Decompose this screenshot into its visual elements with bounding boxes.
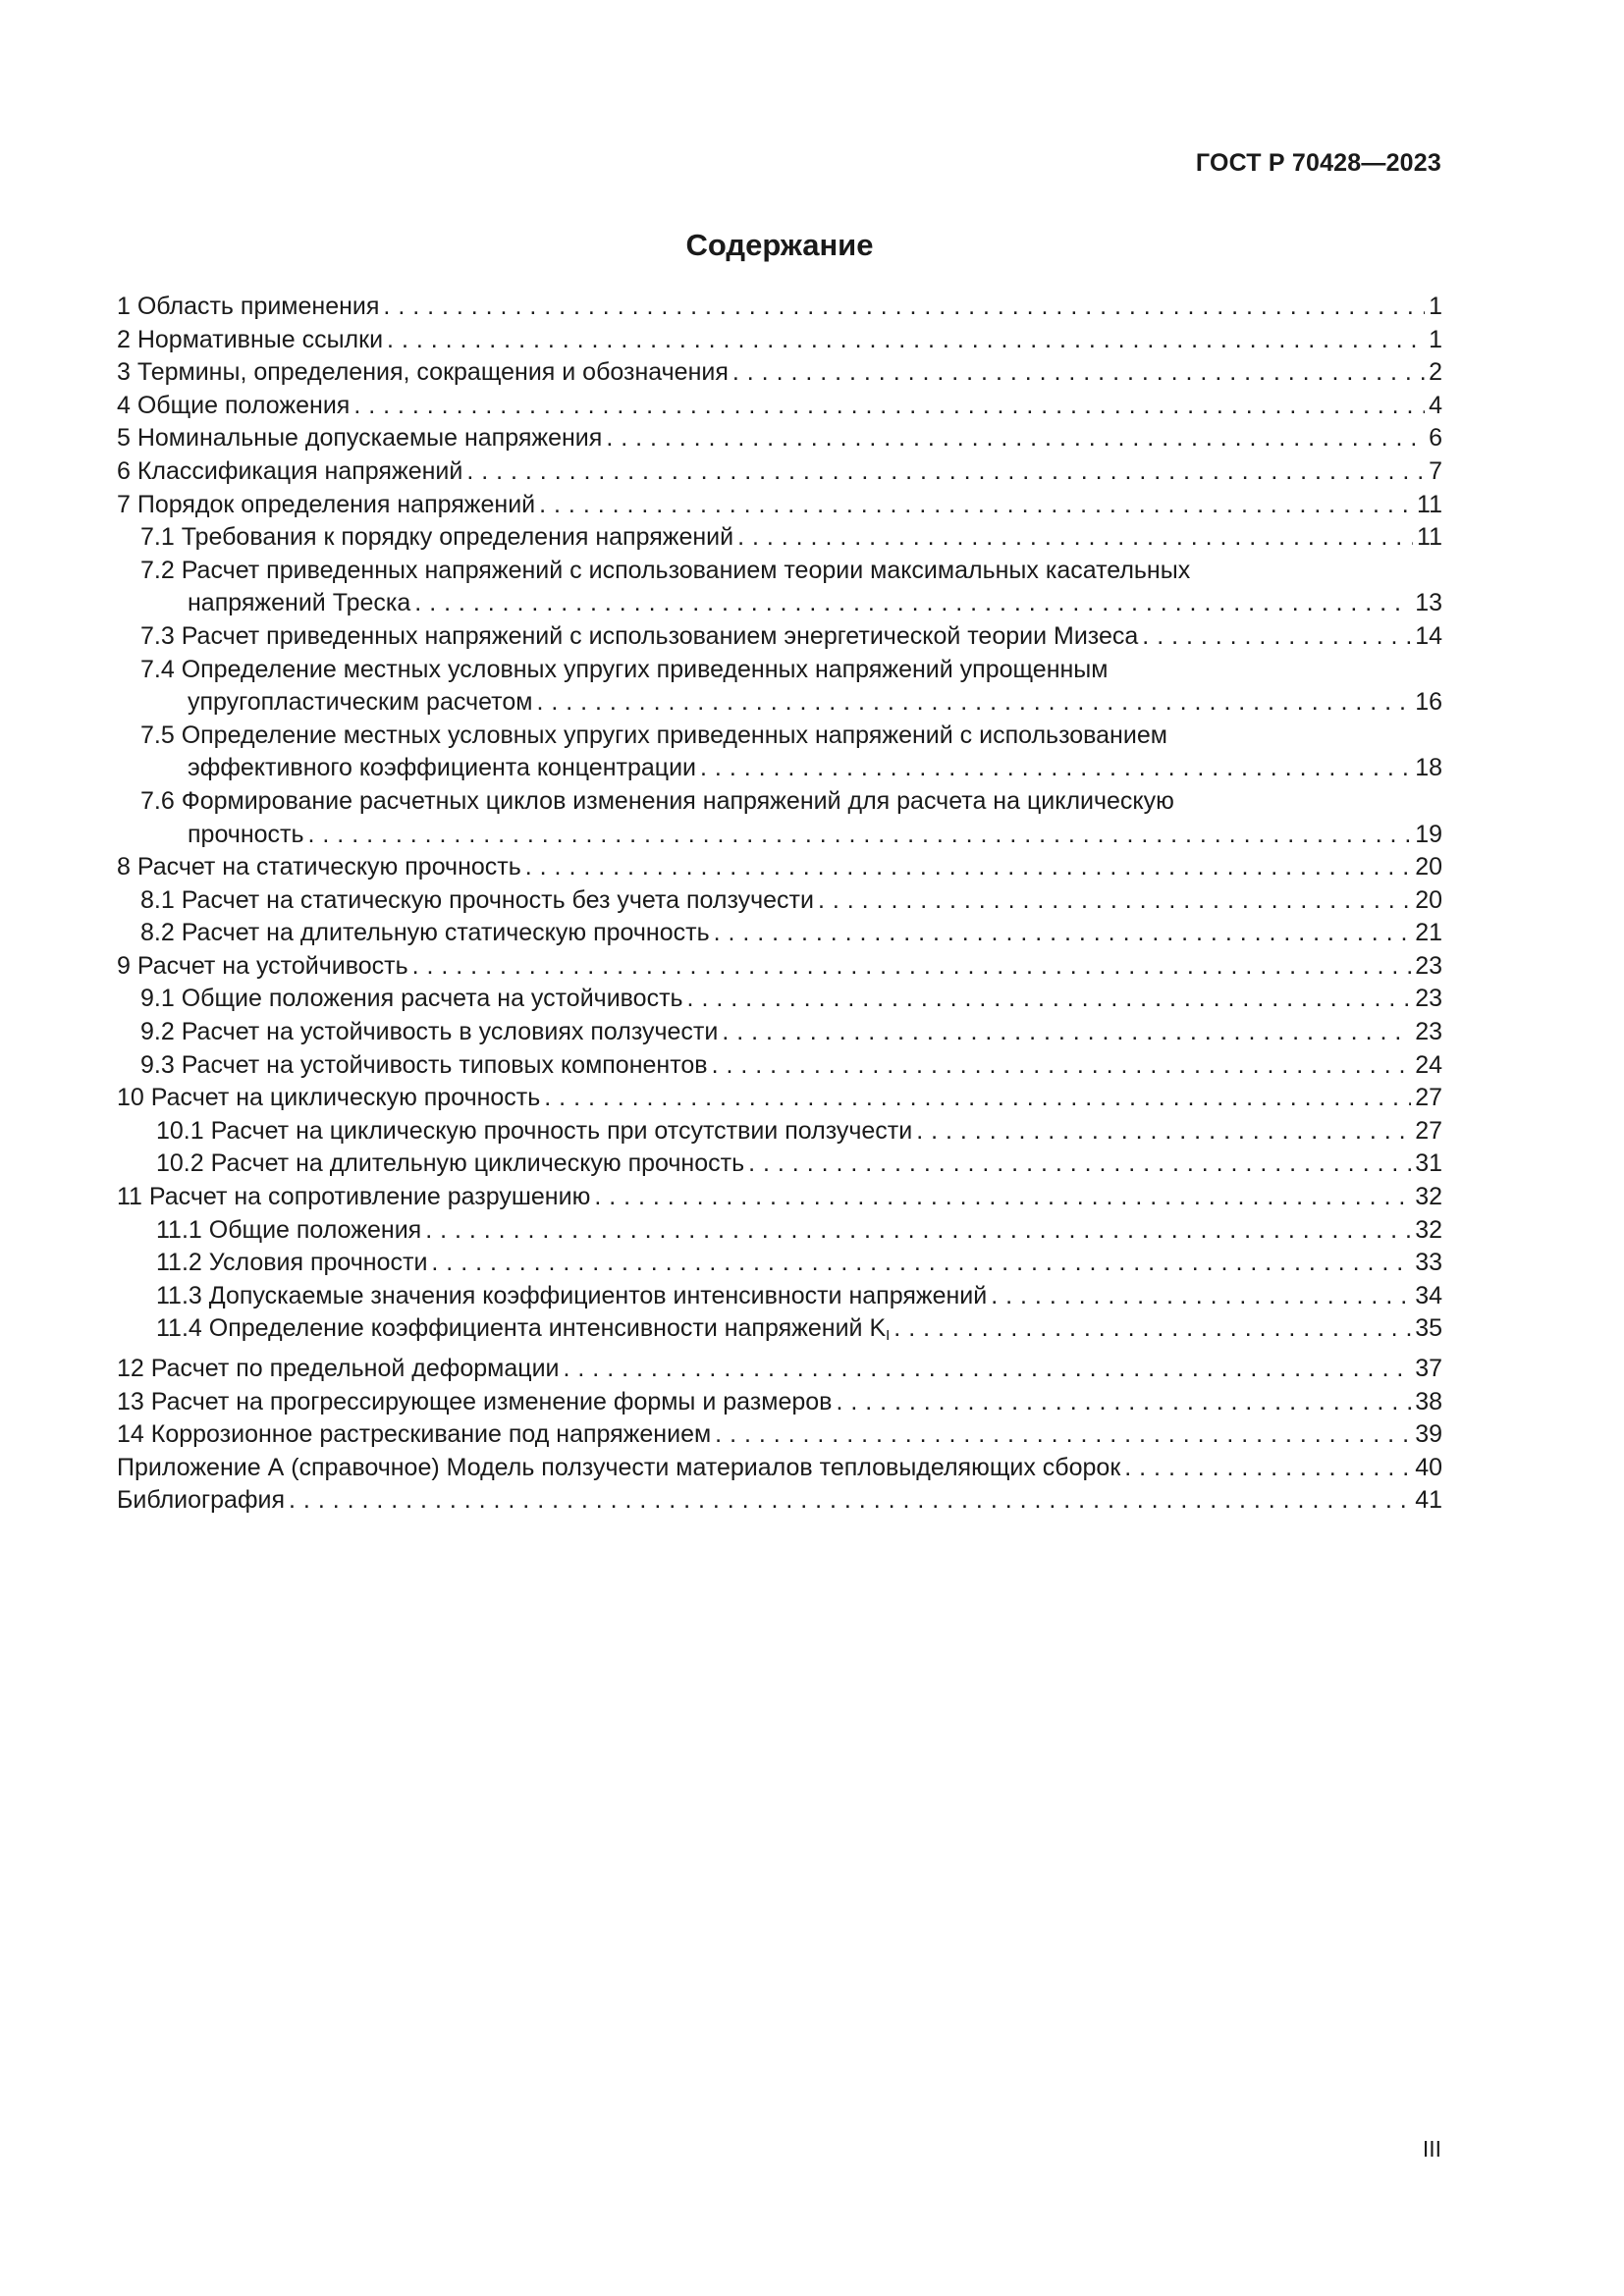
toc-entry-page: 32 (1415, 1183, 1442, 1211)
toc-entry-title: 10 Расчет на циклическую прочность (117, 1084, 541, 1112)
toc-entry-page: 27 (1415, 1116, 1442, 1145)
toc-entry[interactable] (117, 1115, 1442, 1148)
dot-leader (712, 1049, 1412, 1083)
dot-leader (1142, 620, 1411, 654)
toc-entry[interactable] (117, 884, 1442, 918)
toc-entry[interactable] (117, 390, 1442, 423)
toc-entry-title: упругопластическим расчетом (188, 688, 533, 717)
toc-entry-page: 21 (1415, 919, 1442, 947)
dot-leader (425, 1214, 1411, 1248)
toc-entry-page: 18 (1415, 754, 1442, 782)
toc-entry-title: 6 Классификация напряжений (117, 456, 463, 485)
toc-entry-page: 11 (1417, 490, 1442, 518)
toc-entry-page: 23 (1415, 985, 1442, 1013)
toc-entry-title: 7 Порядок определения напряжений (117, 490, 536, 518)
dot-leader (564, 1353, 1412, 1386)
toc-entry[interactable] (117, 1484, 1442, 1518)
toc-entry-title: Приложение А (справочное) Модель ползучести материалов тепловыделяющих сборок (117, 1453, 1121, 1481)
toc-entry-page: 38 (1415, 1387, 1442, 1415)
toc-entry-title: 14 Коррозионное растрескивание под напряжением (117, 1420, 712, 1449)
toc-entry-page: 11 (1417, 523, 1442, 552)
toc-entry[interactable] (117, 620, 1442, 654)
toc-entry[interactable] (117, 324, 1442, 357)
dot-leader (893, 1312, 1411, 1346)
toc-entry[interactable] (117, 1247, 1442, 1280)
toc-entry-title: 10.1 Расчет на циклическую прочность при отсутствии ползучести (156, 1116, 913, 1145)
toc-entry-page: 7 (1429, 456, 1442, 485)
toc-entry[interactable] (117, 851, 1442, 884)
toc-entry-page: 33 (1415, 1249, 1442, 1277)
dot-leader (289, 1484, 1411, 1518)
toc-entry-title: прочность (188, 820, 304, 848)
toc-entry[interactable] (117, 1181, 1442, 1214)
toc-entry-title: Библиография (117, 1486, 286, 1515)
toc-entry-page: 23 (1415, 951, 1442, 980)
dot-leader (916, 1115, 1411, 1148)
toc-entry[interactable] (117, 521, 1442, 555)
toc-entry-title: 9.3 Расчет на устойчивость типовых компонентов (140, 1050, 708, 1079)
toc-entry-page: 27 (1415, 1084, 1442, 1112)
toc-entry[interactable] (117, 1312, 1442, 1353)
dot-leader (715, 1418, 1411, 1452)
toc-entry-title: 5 Номинальные допускаемые напряжения (117, 424, 603, 453)
toc-entry-title: 8.2 Расчет на длительную статическую прочность (140, 919, 710, 947)
dot-leader (722, 1016, 1411, 1049)
dot-leader (748, 1148, 1411, 1181)
toc-title: Содержание (685, 228, 874, 262)
dot-leader (687, 983, 1412, 1016)
toc-entry-title: 11.1 Общие положения (156, 1215, 422, 1244)
toc-entry[interactable] (117, 654, 1442, 720)
toc-entry-page: 19 (1415, 820, 1442, 848)
toc-entry-title: эффективного коэффициента концентрации (188, 754, 697, 782)
toc-entry-page: 14 (1415, 621, 1442, 650)
toc-entry[interactable] (117, 555, 1442, 620)
toc-entry-page: 6 (1429, 424, 1442, 453)
dot-leader (525, 851, 1411, 884)
toc-entry[interactable] (117, 785, 1442, 851)
dot-leader (732, 356, 1425, 390)
toc-entry-title: 13 Расчет на прогрессирующее изменение формы и размеров (117, 1387, 833, 1415)
toc-entry-page: 41 (1415, 1486, 1442, 1515)
toc-entry-title-line: 7.6 Формирование расчетных циклов изменения напряжений для расчета на циклическую (140, 786, 1174, 815)
dot-leader (383, 291, 1425, 324)
toc-entry-title-line: 7.5 Определение местных условных упругих приведенных напряжений с использованием (140, 721, 1167, 749)
dot-leader (387, 324, 1425, 357)
dot-leader (836, 1386, 1411, 1419)
page-number: III (1422, 2136, 1441, 2162)
toc-entry-title: 11.2 Условия прочности (156, 1249, 428, 1277)
toc-entry-page: 16 (1415, 688, 1442, 717)
dot-leader (594, 1181, 1411, 1214)
toc-entry-page: 37 (1415, 1355, 1442, 1382)
toc-entry[interactable] (117, 1280, 1442, 1313)
toc-entry-title: 11.4 Определение коэффициента интенсивности напряжений $K_I$ (156, 1314, 891, 1345)
toc-entry[interactable] (117, 1214, 1442, 1248)
dot-leader (308, 819, 1412, 852)
toc-entry-page: 13 (1415, 589, 1442, 617)
dot-leader (818, 884, 1411, 918)
toc-entry-page: 34 (1415, 1281, 1442, 1309)
dot-leader (1124, 1452, 1411, 1485)
dot-leader (714, 917, 1412, 950)
toc-entry[interactable] (117, 1418, 1442, 1452)
toc-entry[interactable] (117, 489, 1442, 522)
toc-entry-page: 1 (1429, 325, 1442, 353)
toc-entry-title: 9.2 Расчет на устойчивость в условиях ползучести (140, 1018, 719, 1046)
toc-entry[interactable] (117, 422, 1442, 455)
toc-entry-title: 2 Нормативные ссылки (117, 325, 384, 353)
dot-leader (466, 455, 1425, 489)
table-of-contents (117, 291, 1442, 1518)
toc-entry-page: 35 (1415, 1314, 1442, 1343)
toc-entry-title: 10.2 Расчет на длительную циклическую прочность (156, 1149, 745, 1178)
toc-entry-page: 31 (1415, 1149, 1442, 1178)
toc-entry-title-line: 7.4 Определение местных условных упругих приведенных напряжений упрощенным (140, 655, 1109, 683)
toc-entry[interactable] (117, 1016, 1442, 1049)
toc-entry[interactable] (117, 1148, 1442, 1181)
toc-entry-title: 7.3 Расчет приведенных напряжений с использованием энергетической теории Мизеса (140, 621, 1139, 650)
dot-leader (536, 686, 1411, 720)
toc-entry[interactable] (117, 950, 1442, 984)
dot-leader (412, 950, 1412, 984)
toc-entry-page: 2 (1429, 358, 1442, 387)
document-code: ГОСТ Р 70428—2023 (1195, 149, 1441, 177)
toc-entry[interactable] (117, 455, 1442, 489)
toc-entry-page: 4 (1429, 391, 1442, 419)
dot-leader (431, 1247, 1411, 1280)
toc-entry-title-line: 7.2 Расчет приведенных напряжений с использованием теории максимальных касательных (140, 556, 1191, 584)
toc-entry-title: 3 Термины, определения, сокращения и обозначения (117, 358, 729, 387)
toc-entry-page: 1 (1429, 293, 1442, 320)
toc-entry-title: 8.1 Расчет на статическую прочность без учета ползучести (140, 885, 814, 914)
toc-entry-title: 1 Область применения (117, 293, 380, 320)
toc-entry-page: 24 (1415, 1050, 1442, 1079)
toc-entry[interactable] (117, 983, 1442, 1016)
toc-entry-page: 32 (1415, 1215, 1442, 1244)
dot-leader (353, 390, 1425, 423)
toc-entry[interactable] (117, 1452, 1442, 1485)
dot-leader (544, 1082, 1411, 1115)
toc-entry[interactable] (117, 917, 1442, 950)
toc-entry[interactable] (117, 1353, 1442, 1386)
toc-entry[interactable] (117, 291, 1442, 324)
toc-entry-page: 20 (1415, 853, 1442, 881)
toc-entry-title: напряжений Треска (188, 589, 411, 617)
toc-entry-title: 9 Расчет на устойчивость (117, 951, 408, 980)
toc-entry-page: 40 (1415, 1453, 1442, 1481)
toc-entry[interactable] (117, 720, 1442, 785)
toc-entry-title: 11 Расчет на сопротивление разрушению (117, 1183, 591, 1211)
toc-entry-page: 20 (1415, 885, 1442, 914)
toc-entry-title: 9.1 Общие положения расчета на устойчивость (140, 985, 683, 1013)
toc-entry[interactable] (117, 1049, 1442, 1083)
dot-leader (414, 587, 1411, 620)
toc-entry-title: 8 Расчет на статическую прочность (117, 853, 521, 881)
dot-leader (737, 521, 1413, 555)
dot-leader (606, 422, 1425, 455)
dot-leader (539, 489, 1413, 522)
toc-entry[interactable] (117, 356, 1442, 390)
toc-entry-title: 12 Расчет по предельной деформации (117, 1355, 560, 1382)
toc-entry-page: 39 (1415, 1420, 1442, 1449)
toc-entry-title: 4 Общие положения (117, 391, 351, 419)
dot-leader (991, 1280, 1411, 1313)
dot-leader (700, 752, 1411, 785)
toc-entry-title: 11.3 Допускаемые значения коэффициентов интенсивности напряжений (156, 1281, 988, 1309)
toc-entry[interactable] (117, 1386, 1442, 1419)
toc-entry[interactable] (117, 1082, 1442, 1115)
toc-entry-page: 23 (1415, 1018, 1442, 1046)
toc-entry-title: 7.1 Требования к порядку определения напряжений (140, 523, 734, 552)
toc-entry-subscript: I (886, 1327, 891, 1345)
